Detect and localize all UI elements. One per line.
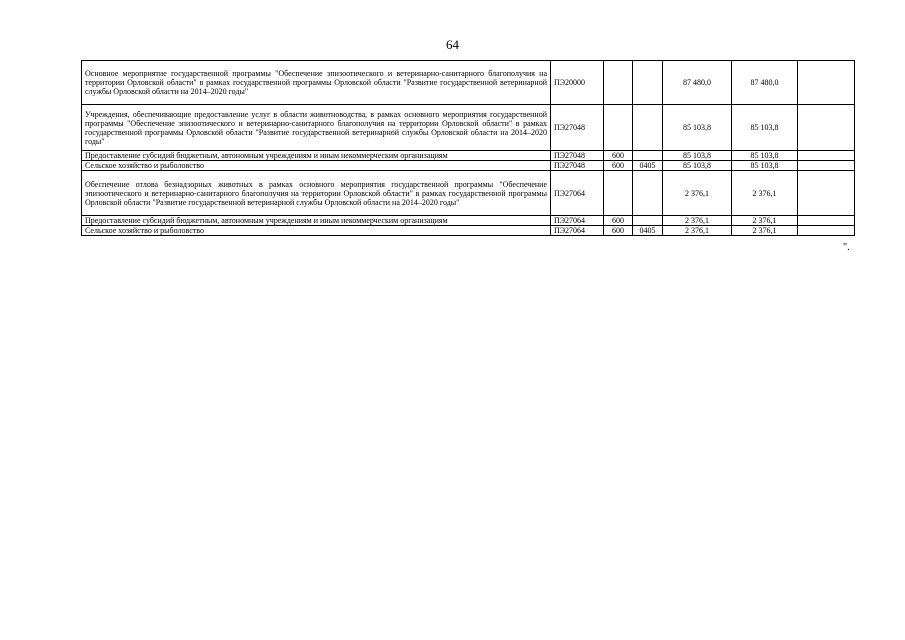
row-amount-first: 85 103,8 bbox=[663, 105, 732, 151]
row-extra-cell bbox=[798, 151, 855, 161]
row-extra-cell bbox=[798, 226, 855, 236]
row-amount-second: 85 103,8 bbox=[732, 105, 798, 151]
row-amount-first: 2 376,1 bbox=[663, 216, 732, 226]
row-expense-type: 600 bbox=[604, 226, 633, 236]
row-amount-second: 85 103,8 bbox=[732, 151, 798, 161]
row-amount-second: 2 376,1 bbox=[732, 171, 798, 216]
row-extra-cell bbox=[798, 105, 855, 151]
table-row bbox=[82, 216, 855, 226]
row-section-code bbox=[633, 61, 663, 105]
table-body bbox=[82, 61, 855, 236]
row-section-code bbox=[633, 171, 663, 216]
row-section-code: 0405 bbox=[633, 161, 663, 171]
row-amount-first: 85 103,8 bbox=[663, 151, 732, 161]
closing-quote-mark: ". bbox=[843, 242, 850, 253]
row-expense-type: 600 bbox=[604, 151, 633, 161]
row-code: ПЭ27048 bbox=[551, 105, 604, 151]
budget-table bbox=[81, 60, 855, 236]
row-expense-type bbox=[604, 105, 633, 151]
row-description: Сельское хозяйство и рыболовство bbox=[82, 161, 551, 171]
row-extra-cell bbox=[798, 216, 855, 226]
row-description: Предоставление субсидий бюджетным, автономным учреждениям и иным некоммерческим организациям bbox=[82, 151, 551, 161]
row-extra-cell bbox=[798, 171, 855, 216]
row-amount-first: 87 480,0 bbox=[663, 61, 732, 105]
row-extra-cell bbox=[798, 161, 855, 171]
table-row bbox=[82, 105, 855, 151]
row-section-code bbox=[633, 216, 663, 226]
row-amount-second: 2 376,1 bbox=[732, 216, 798, 226]
row-description: Обеспечение отлова безнадзорных животных в рамках основного мероприятия государственной программы "Обеспечение эпизоотического и ветеринарно-санитарного благополучия на территории Орловской области" в рамках государственной программы Орловской области "Развитие государственной ветеринарной службы Орловской области на 2014–2020 годы" bbox=[82, 171, 551, 216]
row-expense-type: 600 bbox=[604, 161, 633, 171]
row-code: ПЭ27064 bbox=[551, 226, 604, 236]
table-row bbox=[82, 151, 855, 161]
row-extra-cell bbox=[798, 61, 855, 105]
row-amount-second: 85 103,8 bbox=[732, 161, 798, 171]
row-amount-first: 2 376,1 bbox=[663, 226, 732, 236]
table-row bbox=[82, 171, 855, 216]
row-code: ПЭ27064 bbox=[551, 216, 604, 226]
page-number: 64 bbox=[446, 37, 459, 52]
row-amount-first: 2 376,1 bbox=[663, 171, 732, 216]
row-code: ПЭ27048 bbox=[551, 151, 604, 161]
row-description: Основное мероприятие государственной программы "Обеспечение эпизоотического и ветеринарно-санитарного благополучия на территории Орловской области" в рамках государственной программы Орловской области "Развитие государственной ветеринарной службы Орловской области на 2014–2020 годы" bbox=[82, 61, 551, 105]
row-section-code bbox=[633, 105, 663, 151]
table-row bbox=[82, 226, 855, 236]
table-row bbox=[82, 161, 855, 171]
row-section-code bbox=[633, 151, 663, 161]
row-code: ПЭ27064 bbox=[551, 171, 604, 216]
row-description: Сельское хозяйство и рыболовство bbox=[82, 226, 551, 236]
row-amount-first: 85 103,8 bbox=[663, 161, 732, 171]
table-row bbox=[82, 61, 855, 105]
row-code: ПЭ20000 bbox=[551, 61, 604, 105]
row-description: Предоставление субсидий бюджетным, автономным учреждениям и иным некоммерческим организациям bbox=[82, 216, 551, 226]
row-code: ПЭ27048 bbox=[551, 161, 604, 171]
row-expense-type bbox=[604, 61, 633, 105]
row-expense-type: 600 bbox=[604, 216, 633, 226]
row-amount-second: 2 376,1 bbox=[732, 226, 798, 236]
row-description: Учреждения, обеспечивающие предоставление услуг в области животноводства, в рамках основного мероприятия государственной программы "Обеспечение эпизоотического и ветеринарно-санитарного благополучия на территории Орловской области" в рамках государственной программы Орловской области "Развитие государственной ветеринарной службы Орловской области на 2014–2020 годы" bbox=[82, 105, 551, 151]
row-section-code: 0405 bbox=[633, 226, 663, 236]
row-expense-type bbox=[604, 171, 633, 216]
row-amount-second: 87 480,0 bbox=[732, 61, 798, 105]
